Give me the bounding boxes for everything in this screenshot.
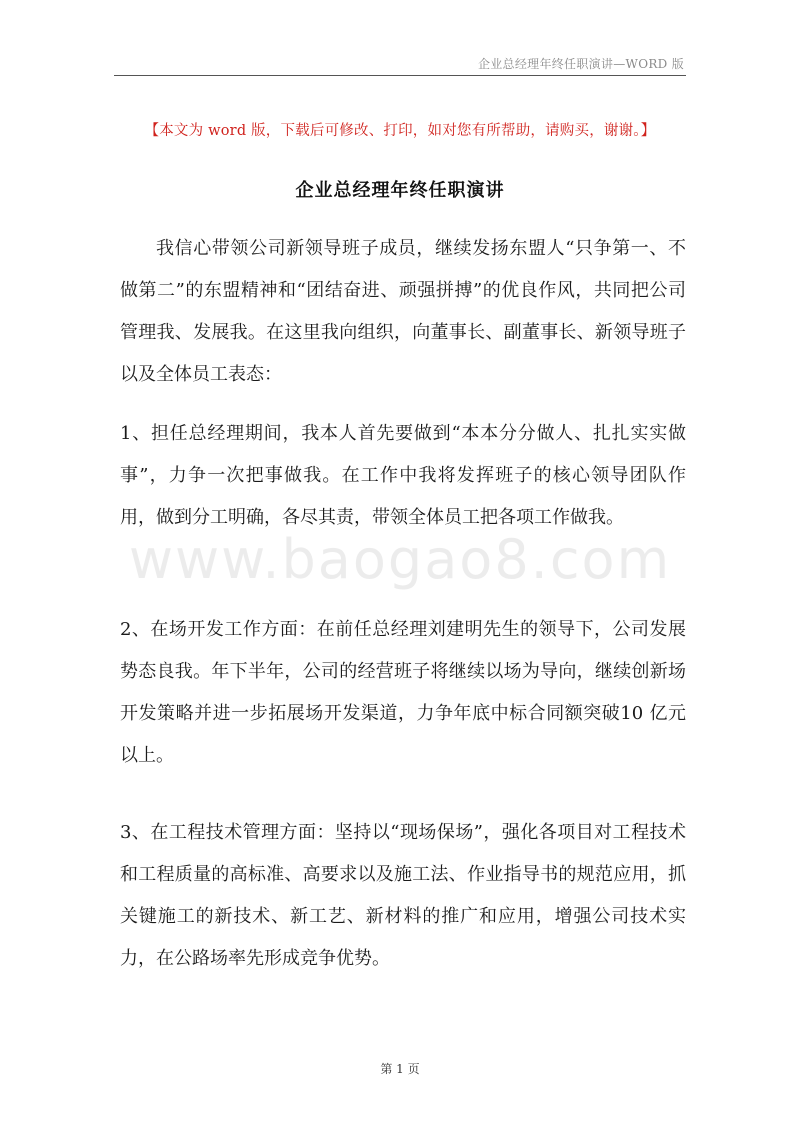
watermark: www.baogao8.com <box>128 528 672 591</box>
header-divider <box>114 75 686 76</box>
running-header: 企业总经理年终任职演讲—WORD 版 <box>477 57 684 71</box>
download-notice: 【本文为 word 版，下载后可修改、打印，如对您有所帮助，请购买，谢谢。】 <box>144 123 656 139</box>
paragraph-3: 3、在工程技术管理方面：坚持以“现场保场”，强化各项目对工程技术和工程质量的高标准、高要求以及施工法、作业指导书的规范应用，抓关键施工的新技术、新工艺、新材料的推广和应用，增强公司技术实力，在公路场率先形成竞争优势。 <box>120 822 686 969</box>
paragraph-2: 2、在场开发工作方面：在前任总经理刘建明先生的领导下，公司发展势态良我。年下半年，公司的经营班子将继续以场为导向，继续创新场开发策略并进一步拓展场开发渠道，力争年底中标合同额突破10 亿元以上。 <box>120 619 686 766</box>
document-title: 企业总经理年终任职演讲 <box>295 180 505 201</box>
paragraph-intro: 我信心带领公司新领导班子成员，继续发扬东盟人“只争第一、不做第二”的东盟精神和“团结奋进、顽强拼搏”的优良作风，共同把公司管理我、发展我。在这里我向组织，向董事长、副董事长、新领导班子以及全体员工表态： <box>120 238 686 385</box>
paragraph-1: 1、担任总经理期间，我本人首先要做到“本本分分做人、扎扎实实做事”，力争一次把事做我。在工作中我将发挥班子的核心领导团队作用，做到分工明确，各尽其责，带领全体员工把各项工作做我。 <box>120 423 686 528</box>
page-number: 第 1 页 <box>380 1062 420 1076</box>
